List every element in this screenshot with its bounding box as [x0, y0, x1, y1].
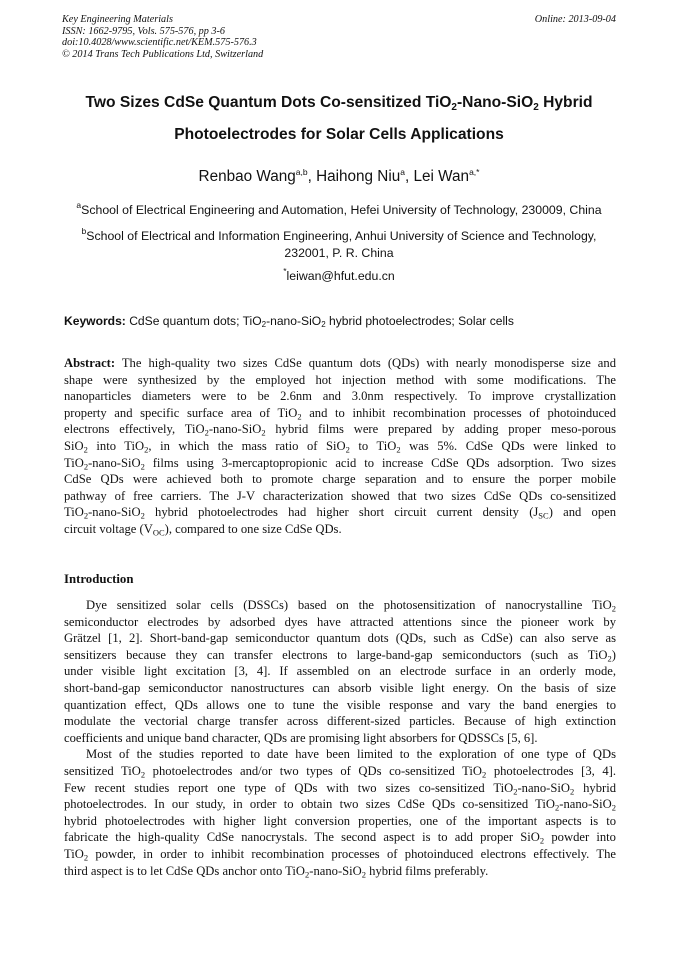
text-line [64, 355, 616, 372]
journal-name: Key Engineering Materials [62, 14, 173, 25]
affiliation-text: School of Electrical Engineering and Automation, Hefei University of Technology, 230009, China [81, 203, 602, 217]
text-run: powder into [544, 830, 616, 845]
author-name: Renbao Wang [198, 168, 296, 185]
text-run: hybrid photoelectrodes with higher light conversion properties, one of the important aspects is to [64, 813, 616, 828]
text-line [64, 521, 616, 538]
text-run: sensitizers because they can transfer electrons to large-band-gap semiconductors (such as TiO [64, 647, 608, 662]
text-line [64, 680, 616, 697]
text-line [64, 730, 616, 747]
text-run: photoelectrodes [3, 4]. [486, 763, 616, 778]
author-name: Lei Wan [413, 168, 470, 185]
text-run: -nano-SiO [208, 422, 262, 437]
journal-copyright: © 2014 Trans Tech Publications Ltd, Switzerland [62, 48, 264, 60]
affiliation-mark: b [81, 226, 87, 236]
corresponding-email [40, 268, 638, 285]
subscript: 2 [611, 802, 616, 813]
text-line [64, 471, 616, 488]
text-run: was 5%. CdSe QDs were linked to [400, 438, 616, 453]
subscript: 2 [140, 769, 146, 780]
text-line [64, 663, 616, 680]
text-line [64, 488, 616, 505]
text-run: hybrid films were prepared by adding proper meso-porous [265, 422, 616, 437]
email-mark: * [283, 266, 287, 276]
text-line [64, 504, 616, 521]
text-run: third aspect is to let CdSe QDs anchor onto TiO [64, 863, 306, 878]
keywords-text: hybrid photoelectrodes; Solar cells [325, 314, 514, 328]
text-run: Few recent studies report one type of QDs with two sizes co-sensitized TiO [64, 780, 514, 795]
subscript: 2 [513, 786, 518, 797]
keywords-subscript: 2 [321, 320, 326, 329]
text-line [64, 746, 616, 763]
affiliation-b [40, 228, 638, 262]
text-run: ) and open [548, 505, 617, 520]
author-separator: , [405, 168, 414, 185]
text-run: nanoparticles diameters were to be 2.6nm and 3.0nm respectively. To improve crystallization [64, 389, 616, 404]
title-subscript: 2 [533, 102, 539, 113]
text-run: TiO [64, 455, 84, 470]
text-line [64, 713, 616, 730]
text-line [64, 829, 616, 846]
text-run: under visible light excitation [3, 4]. If assembled on an electrode surface in an orderly mode, [64, 664, 616, 679]
paper-title-line-2: Photoelectrodes for Solar Cells Applications [174, 126, 504, 143]
text-line [64, 763, 616, 780]
abstract-label: Abstract: [64, 356, 116, 370]
journal-issn: ISSN: 1662-9795, Vols. 575-576, pp 3-6 [62, 25, 225, 37]
text-line [64, 813, 616, 830]
text-line [64, 796, 616, 813]
text-run: modulate the vectorial charge transfer across different-sized particles. Because of high extinction [64, 714, 616, 729]
text-run: property and specific surface area of TiO [64, 405, 298, 420]
text-run: hybrid films preferably. [366, 863, 489, 878]
subscript: 2 [261, 427, 266, 438]
text-run: -nano-SiO [517, 780, 570, 795]
subscript: 2 [361, 869, 366, 879]
title-text: Hybrid [538, 94, 593, 111]
online-date: Online: 2013-09-04 [534, 14, 616, 25]
text-line [64, 614, 616, 631]
subscript: 2 [611, 603, 616, 614]
text-line [64, 597, 616, 614]
text-run: circuit voltage (V [64, 521, 153, 536]
text-run: Dye sensitized solar cells (DSSCs) based on the photosensitization of nanocrystalline TiO [86, 598, 612, 612]
keywords-subscript: 2 [261, 320, 267, 329]
author-list [40, 167, 638, 187]
text-line [64, 846, 616, 863]
subscript: 2 [569, 786, 575, 797]
text-line [64, 455, 616, 472]
subscript: 2 [539, 835, 545, 846]
abstract [64, 355, 616, 538]
text-run: ), compared to one size CdSe QDs. [164, 521, 342, 536]
text-run: sensitized TiO [64, 763, 141, 778]
subscript: 2 [83, 444, 88, 455]
title-text: Two Sizes CdSe Quantum Dots Co-sensitized TiO [85, 94, 452, 111]
subscript: 2 [555, 802, 560, 813]
text-line [64, 863, 616, 880]
paper-title-line-1 [40, 93, 638, 113]
keywords [64, 313, 616, 329]
text-run: Most of the studies reported to date have been limited to the exploration of one type of QDs [86, 747, 616, 762]
text-run: -nano-SiO [88, 455, 141, 470]
text-run: photoelectrodes. In our study, in order to obtain two sizes CdSe QDs co-sensitized TiO [64, 797, 556, 812]
text-run: quantization effect, QDs allows one to tune the visible response and vary the band energies to [64, 697, 616, 712]
text-run: coefficients and unique band character, QDs are promising light absorbers for QDSSCs [5, 6]. [64, 730, 538, 745]
subscript: 2 [144, 444, 149, 455]
keywords-label: Keywords: [64, 314, 126, 328]
text-run: -nano-SiO [559, 797, 612, 812]
text-line [64, 405, 616, 422]
subscript: 2 [83, 852, 89, 863]
introduction-body [64, 597, 616, 879]
section-heading-introduction: Introduction [64, 572, 134, 586]
text-line [64, 647, 616, 664]
text-line [64, 372, 616, 389]
text-run: ) [611, 647, 616, 662]
text-run: photoelectrodes and/or two types of QDs co-sensitized TiO [145, 763, 483, 778]
subscript: 2 [297, 411, 302, 422]
affiliation-text: 232001, P. R. China [284, 246, 394, 260]
text-run: into TiO [87, 438, 145, 453]
subscript: 2 [140, 510, 145, 521]
subscript: 2 [140, 461, 145, 472]
keywords-text: CdSe quantum dots; TiO [125, 314, 262, 328]
text-run: SiO [64, 438, 84, 453]
text-run: fabricate the high-quality CdSe nanocrystals. The second aspect is to add proper SiO [64, 830, 540, 845]
text-line [64, 780, 616, 797]
author-affiliation-mark: a [400, 167, 405, 177]
subscript: 2 [83, 461, 89, 472]
text-run: -nano-SiO [88, 505, 141, 520]
text-line [64, 630, 616, 647]
subscript: 2 [83, 510, 89, 521]
text-line [64, 388, 616, 405]
text-run: films using 3-mercaptopropionic acid to increase CdSe QDs adsorption. Two sizes [144, 455, 616, 470]
text-run: , in which the mass ratio of SiO [148, 438, 346, 453]
text-run: Grätzel [1, 2]. Short-band-gap semiconductor quantum dots (QDs, such as CdSe) can also serve as [64, 631, 616, 646]
journal-doi[interactable]: doi:10.4028/www.scientific.net/KEM.575-576.3 [62, 37, 257, 49]
text-run: CdSe QDs were achieved both to promote charge separation and to ensure the porper mobile [64, 472, 616, 487]
text-run: -nano-SiO [309, 863, 362, 878]
email-address[interactable]: leiwan@hfut.edu.cn [286, 269, 395, 283]
text-run: TiO [64, 846, 84, 861]
subscript: 2 [396, 444, 401, 455]
text-run: semiconductor electrodes by adsorbed dyes have attracted attentions since the pioneer work by [64, 614, 616, 629]
subscript: 2 [482, 769, 487, 780]
text-run: powder, in order to inhibit recombination processes of photoinduced electrons effectively. The [88, 846, 616, 861]
subscript: 2 [204, 427, 209, 438]
text-run: The high-quality two sizes CdSe quantum dots (QDs) with nearly monodisperse size and [115, 356, 616, 370]
author-affiliation-mark: a,b [295, 167, 308, 177]
author-separator: , [307, 168, 317, 185]
subscript: OC [152, 527, 165, 538]
author-affiliation-mark: a,* [469, 167, 480, 177]
author-name: Haihong Niu [316, 168, 401, 185]
text-line [64, 438, 616, 455]
affiliation-text: School of Electrical and Information Engineering, Anhui University of Science and Technology, [86, 229, 597, 243]
text-line [64, 421, 616, 438]
title-subscript: 2 [451, 102, 457, 113]
text-run: hybrid [574, 780, 616, 795]
subscript: 2 [607, 653, 612, 664]
text-run: pathway of free carriers. The J-V characterization showed that two sizes CdSe QDs co-sensitized [64, 488, 616, 503]
text-run: electrons effectively, TiO [64, 422, 205, 437]
text-run: to TiO [349, 438, 397, 453]
text-run: TiO [64, 505, 84, 520]
affiliation-mark: a [76, 200, 82, 210]
subscript: 2 [345, 444, 350, 455]
keywords-text: -nano-SiO [266, 314, 322, 328]
text-run: hybrid photoelectrodes had higher short circuit current density (J [144, 505, 539, 520]
text-line [64, 697, 616, 714]
affiliation-a [40, 202, 638, 219]
text-run: and to inhibit recombination processes of photoinduced [301, 405, 616, 420]
journal-header [62, 14, 616, 60]
text-run: short-band-gap semiconductor nanostructures can absorb visible light energy. On the basis of size [64, 680, 616, 695]
title-text: -Nano-SiO [456, 94, 534, 111]
text-run: shape were synthesized by the employed hot injection method with some modifications. The [64, 372, 616, 387]
subscript: SC [538, 510, 549, 521]
subscript: 2 [305, 869, 310, 879]
